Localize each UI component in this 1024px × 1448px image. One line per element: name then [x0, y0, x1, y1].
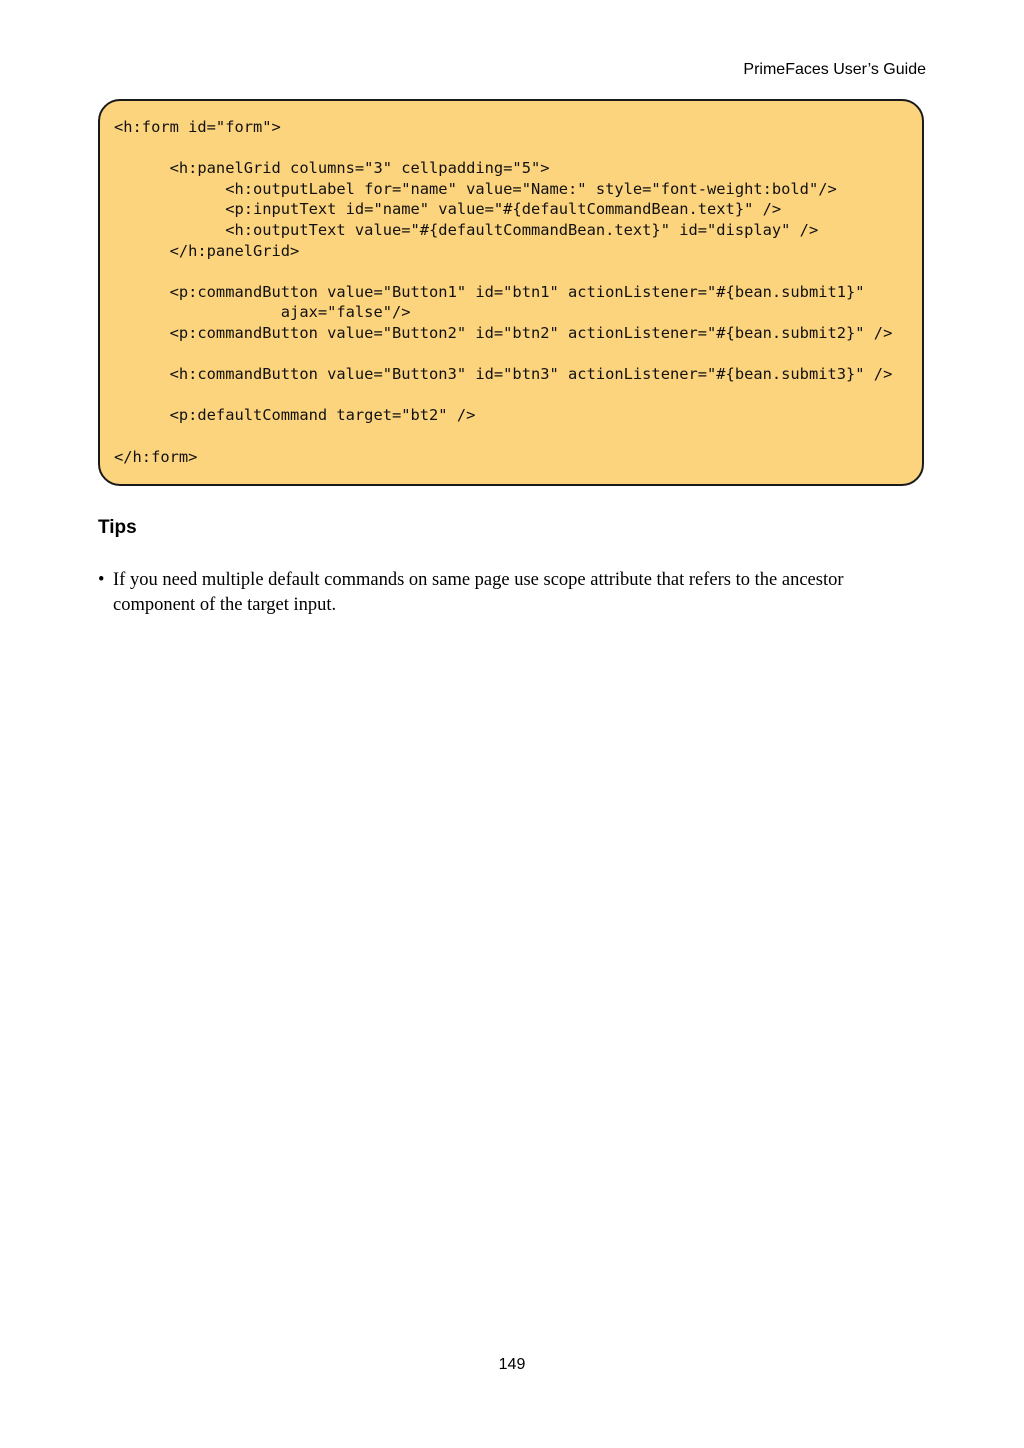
tips-heading: Tips	[98, 517, 137, 538]
code-block	[98, 99, 924, 486]
tip-text: If you need multiple default commands on same page use scope attribute that refers to the ancestor component of the target input.	[113, 570, 844, 615]
tips-list	[98, 568, 878, 618]
page-number: 149	[498, 1356, 526, 1373]
list-item	[98, 568, 878, 618]
page-header-title: PrimeFaces User’s Guide	[743, 61, 926, 78]
code-text: <h:form id="form"> <h:panelGrid columns="3" cellpadding="5"> <h:outputLabel for="name" value="Name:" style="font-weight:bold"/> <p:inputText id="name" value="#{defaultCommandBean.text}" /> <h:outputText value="#{defaultCommandBean.text}" id="display" /> </h:panelGrid> <p:commandButton value="Button1" id="btn1" actionListener="#{bean.submit1}" ajax="false"/> <p:commandButton value="Button2" id="btn2" actionListener="#{bean.submit2}" /> <h:commandButton value="Button3" id="btn3" actionListener="#{bean.submit3}" /> <p:defaultCommand target="bt2" /> </h:form>	[114, 118, 893, 466]
bullet-icon: •	[98, 570, 105, 590]
